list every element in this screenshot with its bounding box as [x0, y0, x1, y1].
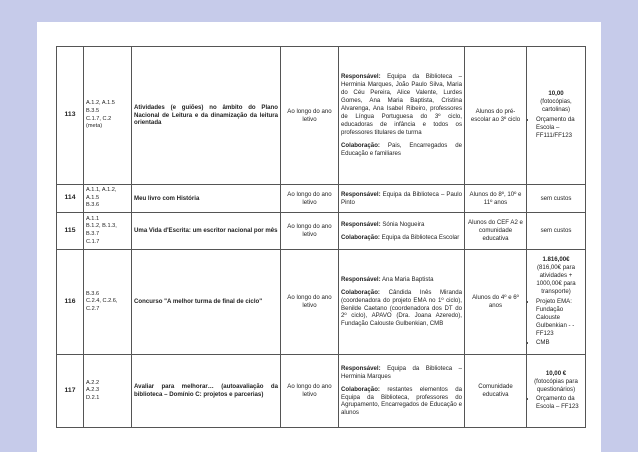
table-row: [57, 185, 586, 213]
funding-list: [529, 298, 583, 347]
cost-cell: sem custos: [527, 185, 586, 213]
responsible-label: Responsável:: [341, 364, 381, 372]
objective-codes: B.3.6 C.2.4, C.2.6, C.2.7: [84, 250, 132, 355]
activity-period: Ao longo do ano letivo: [281, 355, 339, 428]
cost-cell: [527, 250, 586, 355]
target-public: Comunidade educativa: [465, 355, 527, 428]
funding-item: • Orçamento da Escola – FF123: [536, 395, 583, 411]
funding-item: • Orçamento da Escola – FF111/FF123: [536, 116, 583, 140]
activity-title: Meu livro com História: [132, 185, 281, 213]
target-public: Alunos do CEF A2 e comunidade educativa: [465, 213, 527, 250]
collaboration-label: Colaboração:: [341, 233, 380, 241]
responsible-cell: [339, 185, 465, 213]
activity-plan-table: [56, 46, 586, 428]
activity-number: 114: [57, 185, 84, 213]
table-row: [57, 250, 586, 355]
collaboration-label: Colaboração:: [341, 288, 380, 296]
cost-cell: [527, 355, 586, 428]
activity-number: 116: [57, 250, 84, 355]
target-public: Alunos do 4º e 6º anos: [465, 250, 527, 355]
activity-period: Ao longo do ano letivo: [281, 250, 339, 355]
activity-number: 113: [57, 47, 84, 185]
table-row: [57, 213, 586, 250]
responsible-label: Responsável:: [341, 190, 381, 198]
collaboration-label: Colaboração:: [341, 141, 380, 149]
responsible-cell: [339, 213, 465, 250]
table-row: [57, 355, 586, 428]
activity-number: 117: [57, 355, 84, 428]
activity-title: Uma Vida d'Escrita: um escritor nacional por mês: [132, 213, 281, 250]
activity-title: Avaliar para melhorar… (autoavaliação da biblioteca – Domínio C: projetos e parcerias): [132, 355, 281, 428]
cost-cell: [527, 47, 586, 185]
objective-codes: A.2.2 A.2.3 D.2.1: [84, 355, 132, 428]
responsible-text: Equipa da Biblioteca – Herminia Marques, João Paulo Silva, Maria do Céu Pereira, Alice Valente, Lurdes Gomes, Ana Maria Baptista, Cristina Alvarenga, Ana Isabel Ribeiro, professores de Língua Portuguesa do 3º ciclo, educadoras de infância e todos os professores titulares de turma: [341, 73, 462, 136]
activity-period: Ao longo do ano letivo: [281, 213, 339, 250]
collaboration-text: restantes elementos da Equipa da Biblioteca, professores do Agrupamento, Encarregados de Educação e alunos: [341, 385, 462, 417]
objective-codes: A.1.1 B.1.2, B.1.3, B.3.7 C.1.7: [84, 213, 132, 250]
responsible-text: Sónia Nogueira: [382, 220, 425, 228]
objective-codes: A.1.2, A.1.5 B.3.5 C.1.7, C.2 (meta): [84, 47, 132, 185]
responsible-label: Responsável:: [341, 275, 381, 283]
responsible-cell: [339, 355, 465, 428]
funding-item: • Projeto EMA: Fundação Calouste Gulbenkian - - FF123: [536, 298, 583, 338]
target-public: Alunos do 8º, 10º e 11º anos: [465, 185, 527, 213]
responsible-text: Equipa da Biblioteca – Paulo Pinto: [341, 190, 462, 206]
activity-period: Ao longo do ano letivo: [281, 185, 339, 213]
cost-amount: 10,00: [548, 90, 564, 98]
funding-list: [529, 395, 583, 411]
cost-amount: 10,00 €: [545, 369, 567, 377]
cost-detail: (fotocópias, cartolinas): [540, 98, 572, 114]
cost-detail: (fotocópias para questionários): [534, 377, 578, 393]
activity-period: Ao longo do ano letivo: [281, 47, 339, 185]
activity-number: 115: [57, 213, 84, 250]
activity-title: Atividades (e guiões) no âmbito do Plano Nacional de Leitura e da dinamização da leitura orientada: [132, 47, 281, 185]
table-row: [57, 47, 586, 185]
responsible-cell: [339, 47, 465, 185]
responsible-text: Ana Maria Baptista: [381, 275, 434, 283]
collaboration-label: Colaboração:: [341, 385, 380, 393]
objective-codes: A.1.1, A.1.2, A.1.5 B.3.6: [84, 185, 132, 213]
funding-item: • CMB: [536, 339, 583, 347]
cost-detail: (816,00€ para atividades + 1000,00€ para transporte): [536, 264, 576, 296]
collaboration-text: Equipa da Biblioteca Escolar: [381, 233, 460, 241]
collaboration-text: Cândida Inês Miranda (coordenadora do projeto EMA no 1º ciclo), Benilde Caetano (coordenadora dos DT do 2º ciclo), APAVO (Dra. Joana Azeredo), Fundação Calouste Gulbenkian, CMB: [341, 288, 462, 328]
cost-cell: sem custos: [527, 213, 586, 250]
collaboration-text: Pais, Encarregados de Educação e familiares: [341, 141, 463, 157]
responsible-label: Responsável:: [341, 73, 381, 81]
responsible-label: Responsável:: [341, 220, 381, 228]
document-page: [37, 22, 601, 452]
funding-list: [529, 116, 583, 140]
responsible-text: Equipa da Biblioteca – Herminia Marques: [341, 364, 462, 380]
cost-amount: 1.816,00€: [542, 256, 570, 264]
target-public: Alunos do pré-escolar ao 3º ciclo: [465, 47, 527, 185]
activity-title: Concurso "A melhor turma de final de ciclo": [132, 250, 281, 355]
responsible-cell: [339, 250, 465, 355]
